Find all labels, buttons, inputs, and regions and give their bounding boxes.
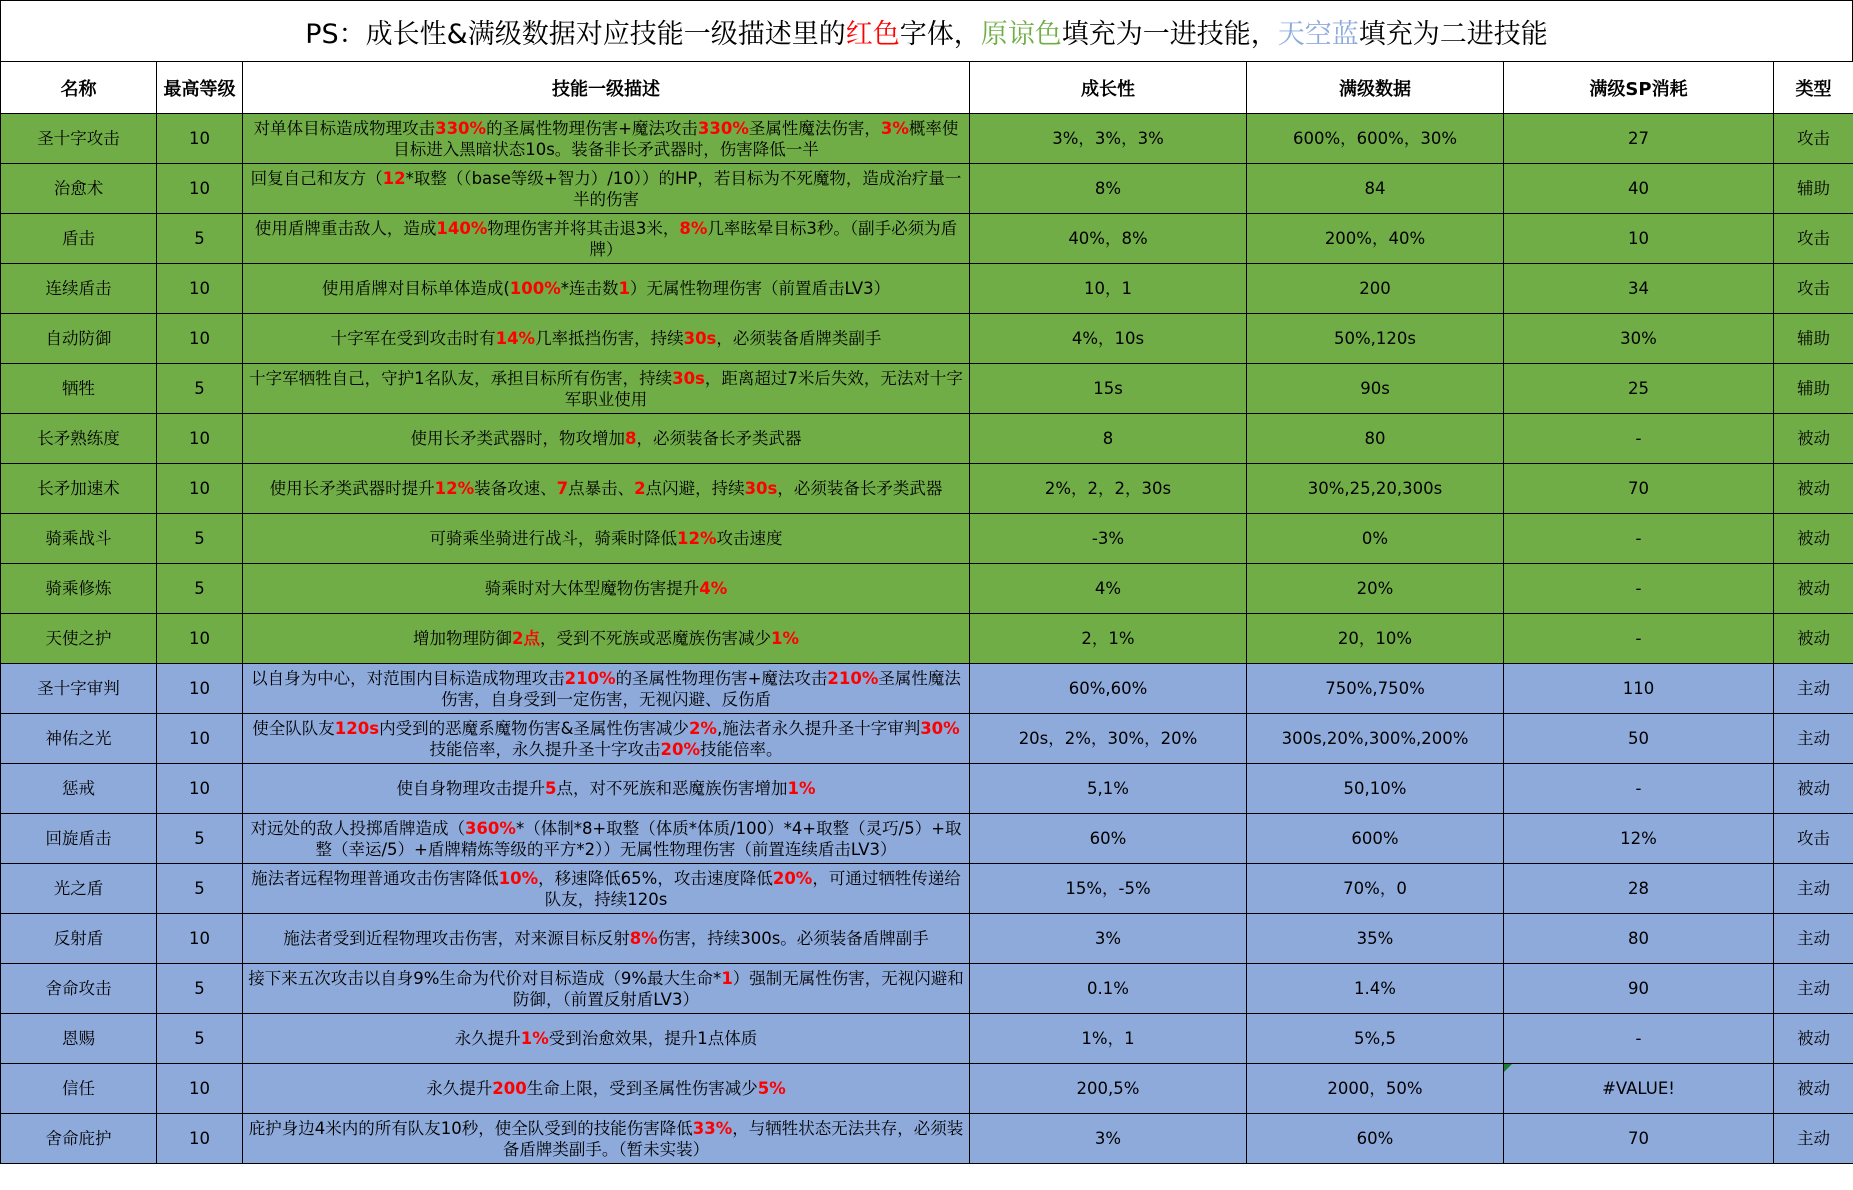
cell-description[interactable] [243, 314, 970, 364]
cell-max-data[interactable]: 80 [1247, 414, 1504, 464]
description-text: 生命上限，受到圣属性伤害减少 [526, 1079, 758, 1098]
header-name[interactable]: 名称 [1, 62, 157, 114]
table-row [1, 114, 1853, 164]
description-text: ，必须装备盾牌类副手 [716, 329, 882, 348]
cell-max-data[interactable]: 2000，50% [1247, 1064, 1504, 1114]
cell-name[interactable]: 恩赐 [1, 1014, 157, 1064]
cell-max-data[interactable]: 30%,25,20,300s [1247, 464, 1504, 514]
cell-max-level[interactable]: 10 [157, 1114, 243, 1164]
highlight-value: 30s [744, 479, 778, 498]
description-text: 概率使目标进入黑暗状态10s。装备非长矛武器时，伤害降低一半 [393, 118, 959, 159]
highlight-value: 30s [672, 368, 705, 388]
cell-description[interactable] [243, 964, 970, 1014]
cell-description[interactable] [243, 1114, 970, 1164]
highlight-value: 2 [634, 479, 646, 498]
highlight-value: 12% [434, 479, 475, 498]
description-text: 点，对不死族和恶魔族伤害增加 [556, 779, 788, 798]
cell-max-level[interactable]: 10 [157, 464, 243, 514]
cell-name[interactable]: 治愈术 [1, 164, 157, 214]
cell-sp-cost[interactable]: - [1504, 514, 1774, 564]
cell-type[interactable]: 主动 [1774, 914, 1853, 964]
cell-type[interactable]: 辅助 [1774, 314, 1853, 364]
highlight-value: 120s [334, 718, 380, 738]
cell-growth[interactable]: 40%，8% [970, 214, 1247, 264]
highlight-value: 210% [827, 668, 879, 688]
cell-sp-cost[interactable]: 10 [1504, 214, 1774, 264]
description-text: 永久提升 [426, 1079, 493, 1098]
cell-max-data[interactable]: 70%，0 [1247, 864, 1504, 914]
header-growth[interactable]: 成长性 [970, 62, 1247, 114]
table-row [1, 964, 1853, 1014]
description-text: ）无属性物理伤害（前置盾击LV3） [629, 279, 891, 298]
cell-type[interactable]: 被动 [1774, 464, 1853, 514]
highlight-value: 330% [435, 118, 487, 138]
table-row [1, 864, 1853, 914]
cell-max-level[interactable]: 5 [157, 1014, 243, 1064]
header-row [1, 62, 1853, 114]
table-row [1, 264, 1853, 314]
cell-type[interactable]: 主动 [1774, 964, 1853, 1014]
cell-max-level[interactable]: 10 [157, 414, 243, 464]
table-row [1, 814, 1853, 864]
description-text: ，必须装备长矛类武器 [777, 479, 943, 498]
description-text: *（体制*8+取整（体质*体质/100）*4+取整（灵巧/5）+取整（幸运/5）+盾牌精炼等级的平方*2））无属性物理伤害（前置连续盾击LV3） [315, 818, 962, 859]
cell-description[interactable] [243, 664, 970, 714]
description-text: 装备攻速、 [474, 479, 557, 498]
highlight-value: 330% [697, 118, 749, 138]
cell-max-level[interactable]: 10 [157, 114, 243, 164]
cell-max-level[interactable]: 10 [157, 614, 243, 664]
legend-text-2: 字体， [899, 18, 981, 50]
cell-name[interactable]: 舍命攻击 [1, 964, 157, 1014]
cell-name[interactable]: 信任 [1, 1064, 157, 1114]
cell-max-data[interactable]: 50%,120s [1247, 314, 1504, 364]
description-text: 施法者远程物理普通攻击伤害降低 [251, 868, 499, 888]
error-value: #VALUE! [1602, 1078, 1675, 1098]
legend-text-1: PS：成长性&满级数据对应技能一级描述里的 [305, 18, 846, 50]
legend-green-word: 原谅色 [980, 18, 1062, 50]
description-text: 十字军在受到攻击时有 [330, 329, 496, 348]
cell-type[interactable]: 辅助 [1774, 364, 1853, 414]
cell-growth[interactable]: 2，1% [970, 614, 1247, 664]
description-text: 可骑乘坐骑进行战斗，骑乘时降低 [429, 529, 677, 548]
cell-description[interactable] [243, 364, 970, 414]
cell-growth[interactable]: 200,5% [970, 1064, 1247, 1114]
cell-max-data[interactable]: 50,10% [1247, 764, 1504, 814]
cell-description[interactable] [243, 714, 970, 764]
highlight-value: 200 [492, 1079, 527, 1098]
description-text: 圣属性魔法伤害， [748, 118, 881, 138]
description-text: 骑乘时对大体型魔物伤害提升 [484, 579, 700, 598]
cell-type[interactable]: 攻击 [1774, 214, 1853, 264]
table-row [1, 1114, 1853, 1164]
description-text: 技能倍率，永久提升圣十字攻击 [429, 739, 661, 759]
cell-description[interactable] [243, 1064, 970, 1114]
cell-sp-cost[interactable]: 30% [1504, 314, 1774, 364]
description-text: 使用盾牌重击敌人，造成 [254, 218, 437, 238]
legend-blue-word: 天空蓝 [1277, 18, 1359, 50]
cell-max-level[interactable]: 5 [157, 564, 243, 614]
error-indicator-icon [1504, 1064, 1512, 1072]
table-row [1, 314, 1853, 364]
cell-sp-cost[interactable]: 28 [1504, 864, 1774, 914]
cell-description[interactable] [243, 1014, 970, 1064]
cell-type[interactable]: 主动 [1774, 1114, 1853, 1164]
cell-description[interactable] [243, 164, 970, 214]
cell-name[interactable]: 天使之护 [1, 614, 157, 664]
description-text: ，受到不死族或恶魔族伤害减少 [539, 629, 771, 648]
cell-max-level[interactable]: 5 [157, 964, 243, 1014]
table-row [1, 414, 1853, 464]
highlight-value: 30% [920, 718, 960, 738]
description-text: 使自身物理攻击提升 [396, 779, 545, 798]
cell-type[interactable]: 被动 [1774, 414, 1853, 464]
highlight-value: 1% [520, 1029, 549, 1048]
description-text: *连击数 [560, 279, 619, 298]
highlight-value: 14% [495, 329, 536, 348]
highlight-value: 12 [382, 168, 406, 188]
legend-note[interactable] [0, 0, 1853, 61]
cell-name[interactable]: 长矛加速术 [1, 464, 157, 514]
cell-growth[interactable]: -3% [970, 514, 1247, 564]
legend-red-word: 红色 [845, 18, 900, 50]
cell-description[interactable] [243, 514, 970, 564]
cell-growth[interactable]: 10，1 [970, 264, 1247, 314]
table-row [1, 614, 1853, 664]
description-text: ，与牺牲状态无法共存，必须装备盾牌类副手。（暂未实装） [502, 1118, 964, 1159]
cell-max-level[interactable]: 10 [157, 314, 243, 364]
cell-type[interactable]: 攻击 [1774, 814, 1853, 864]
highlight-value: 3% [880, 118, 909, 138]
cell-max-data[interactable]: 1.4% [1247, 964, 1504, 1014]
highlight-value: 1% [770, 629, 799, 648]
cell-name[interactable]: 惩戒 [1, 764, 157, 814]
cell-type[interactable]: 主动 [1774, 714, 1853, 764]
table-row [1, 364, 1853, 414]
cell-name[interactable]: 圣十字攻击 [1, 114, 157, 164]
cell-max-level[interactable]: 5 [157, 864, 243, 914]
cell-name[interactable]: 回旋盾击 [1, 814, 157, 864]
table-row [1, 164, 1853, 214]
cell-sp-cost[interactable]: 27 [1504, 114, 1774, 164]
cell-max-data[interactable]: 60% [1247, 1114, 1504, 1164]
highlight-value: 4% [699, 579, 728, 598]
highlight-value: 30s [683, 329, 717, 348]
highlight-value: 1 [618, 279, 630, 298]
cell-description[interactable] [243, 864, 970, 914]
cell-max-level[interactable]: 10 [157, 764, 243, 814]
cell-sp-cost[interactable] [1504, 1064, 1774, 1114]
cell-max-data[interactable]: 84 [1247, 164, 1504, 214]
header-max-data[interactable]: 满级数据 [1247, 62, 1504, 114]
description-text: 物理伤害并将其击退3米， [487, 218, 680, 238]
description-text: 十字军牺牲自己，守护1名队友，承担目标所有伤害，持续 [249, 368, 673, 388]
cell-max-level[interactable]: 10 [157, 714, 243, 764]
cell-max-data[interactable]: 5%,5 [1247, 1014, 1504, 1064]
cell-max-level[interactable]: 5 [157, 364, 243, 414]
highlight-value: 5 [545, 779, 557, 798]
cell-growth[interactable]: 8 [970, 414, 1247, 464]
cell-type[interactable]: 攻击 [1774, 264, 1853, 314]
cell-growth[interactable]: 4%，10s [970, 314, 1247, 364]
description-text: 攻击速度 [716, 529, 783, 548]
cell-name[interactable]: 连续盾击 [1, 264, 157, 314]
highlight-value: 140% [436, 218, 488, 238]
cell-growth[interactable]: 3% [970, 914, 1247, 964]
cell-sp-cost[interactable]: - [1504, 414, 1774, 464]
description-text: 增加物理防御 [413, 629, 512, 648]
cell-type[interactable]: 被动 [1774, 614, 1853, 664]
cell-growth[interactable]: 60%,60% [970, 664, 1247, 714]
description-text: 对远处的敌人投掷盾牌造成（ [250, 818, 465, 838]
cell-max-data[interactable]: 20，10% [1247, 614, 1504, 664]
table-row [1, 514, 1853, 564]
table-row [1, 1064, 1853, 1114]
skills-table [0, 61, 1853, 1164]
description-text: 使用长矛类武器时提升 [269, 479, 435, 498]
table-row [1, 1014, 1853, 1064]
highlight-value: 10% [498, 868, 539, 888]
cell-description[interactable] [243, 764, 970, 814]
cell-name[interactable]: 光之盾 [1, 864, 157, 914]
cell-growth[interactable]: 5,1% [970, 764, 1247, 814]
cell-description[interactable] [243, 464, 970, 514]
cell-growth[interactable]: 2%，2，2，30s [970, 464, 1247, 514]
highlight-value: 210% [564, 668, 616, 688]
cell-type[interactable]: 被动 [1774, 764, 1853, 814]
cell-sp-cost[interactable]: - [1504, 1014, 1774, 1064]
table-row [1, 464, 1853, 514]
description-text: 使用长矛类武器时，物攻增加 [410, 429, 625, 448]
cell-growth[interactable]: 3% [970, 1114, 1247, 1164]
cell-name[interactable]: 圣十字审判 [1, 664, 157, 714]
cell-description[interactable] [243, 914, 970, 964]
cell-type[interactable]: 被动 [1774, 514, 1853, 564]
cell-max-data[interactable]: 200%，40% [1247, 214, 1504, 264]
cell-growth[interactable]: 8% [970, 164, 1247, 214]
cell-description[interactable] [243, 814, 970, 864]
description-text: ，距离超过7米后失效，无法对十字军职业使用 [564, 368, 963, 409]
table-row [1, 214, 1853, 264]
cell-type[interactable]: 主动 [1774, 664, 1853, 714]
description-text: 几率眩晕目标3秒。（副手必须为盾牌） [589, 218, 958, 259]
cell-growth[interactable]: 60% [970, 814, 1247, 864]
cell-growth[interactable]: 15s [970, 364, 1247, 414]
cell-sp-cost[interactable]: 50 [1504, 714, 1774, 764]
cell-name[interactable]: 反射盾 [1, 914, 157, 964]
highlight-value: 8 [625, 429, 637, 448]
cell-name[interactable]: 自动防御 [1, 314, 157, 364]
description-text: 圣属性魔法伤害，自身受到一定伤害，无视闪避、反伤盾 [441, 668, 961, 709]
header-sp-cost[interactable]: 满级SP消耗 [1504, 62, 1774, 114]
highlight-value: 1% [787, 779, 816, 798]
cell-type[interactable]: 被动 [1774, 1014, 1853, 1064]
table-row [1, 564, 1853, 614]
description-text: ，可通过牺牲传递给队友，持续120s [544, 868, 961, 909]
description-text: 技能倍率。 [700, 739, 783, 759]
cell-name[interactable]: 盾击 [1, 214, 157, 264]
cell-type[interactable]: 辅助 [1774, 164, 1853, 214]
description-text: 回复自己和友方（ [250, 168, 383, 188]
description-text: 以自身为中心，对范围内目标造成物理攻击 [251, 668, 565, 688]
cell-max-level[interactable]: 5 [157, 814, 243, 864]
cell-max-data[interactable]: 600%，600%，30% [1247, 114, 1504, 164]
cell-growth[interactable]: 1%，1 [970, 1014, 1247, 1064]
description-text: 内受到的恶魔系魔物伤害&圣属性伤害减少 [379, 718, 689, 738]
cell-sp-cost[interactable]: 25 [1504, 364, 1774, 414]
cell-sp-cost[interactable]: 80 [1504, 914, 1774, 964]
cell-description[interactable] [243, 414, 970, 464]
highlight-value: 2% [688, 718, 717, 738]
cell-name[interactable]: 牺牲 [1, 364, 157, 414]
highlight-value: 33% [692, 1118, 733, 1138]
cell-sp-cost[interactable]: 12% [1504, 814, 1774, 864]
highlight-value: 5% [757, 1079, 786, 1098]
cell-growth[interactable]: 3%，3%，3% [970, 114, 1247, 164]
cell-max-level[interactable]: 5 [157, 214, 243, 264]
cell-type[interactable]: 被动 [1774, 564, 1853, 614]
description-text: 的圣属性物理伤害+魔法攻击 [486, 118, 698, 138]
cell-name[interactable]: 舍命庇护 [1, 1114, 157, 1164]
description-text: 点闪避，持续 [645, 479, 745, 498]
description-text: 使用盾牌对目标单体造成( [321, 279, 510, 298]
cell-max-level[interactable]: 10 [157, 264, 243, 314]
highlight-value: 1 [721, 968, 733, 988]
highlight-value: 20% [772, 868, 813, 888]
cell-description[interactable] [243, 114, 970, 164]
description-text: 受到治愈效果，提升1点体质 [548, 1029, 758, 1048]
cell-sp-cost[interactable]: 70 [1504, 464, 1774, 514]
table-row [1, 764, 1853, 814]
cell-max-level[interactable]: 10 [157, 1064, 243, 1114]
cell-max-data[interactable]: 90s [1247, 364, 1504, 414]
cell-sp-cost[interactable]: 40 [1504, 164, 1774, 214]
description-text: ,施法者永久提升圣十字审判 [716, 718, 921, 738]
description-text: 接下来五次攻击以自身9%生命为代价对目标造成（9%最大生命* [248, 968, 722, 988]
cell-max-data[interactable]: 0% [1247, 514, 1504, 564]
cell-sp-cost[interactable]: 34 [1504, 264, 1774, 314]
cell-name[interactable]: 长矛熟练度 [1, 414, 157, 464]
cell-sp-cost[interactable]: 70 [1504, 1114, 1774, 1164]
description-text: 的圣属性物理伤害+魔法攻击 [615, 668, 828, 688]
table-row [1, 664, 1853, 714]
cell-type[interactable]: 主动 [1774, 864, 1853, 914]
highlight-value: 7 [556, 479, 569, 498]
description-text: 对单体目标造成物理攻击 [253, 118, 436, 138]
cell-type[interactable]: 攻击 [1774, 114, 1853, 164]
cell-sp-cost[interactable]: - [1504, 564, 1774, 614]
cell-growth[interactable]: 15%，-5% [970, 864, 1247, 914]
highlight-value: 12% [677, 529, 717, 548]
highlight-value: 20% [660, 739, 700, 759]
highlight-value: 2点 [512, 629, 540, 648]
cell-description[interactable] [243, 564, 970, 614]
cell-name[interactable]: 骑乘修炼 [1, 564, 157, 614]
cell-max-data[interactable]: 35% [1247, 914, 1504, 964]
description-text: ，移速降低65%，攻击速度降低 [538, 868, 773, 888]
highlight-value: 100% [509, 279, 561, 298]
cell-name[interactable]: 骑乘战斗 [1, 514, 157, 564]
cell-max-level[interactable]: 10 [157, 914, 243, 964]
cell-description[interactable] [243, 264, 970, 314]
highlight-value: 360% [464, 818, 516, 838]
highlight-value: 8% [629, 929, 658, 948]
cell-max-level[interactable]: 10 [157, 664, 243, 714]
legend-text-3: 填充为一进技能， [1061, 18, 1278, 50]
cell-max-data[interactable]: 600% [1247, 814, 1504, 864]
cell-description[interactable] [243, 614, 970, 664]
description-text: 点暴击、 [568, 479, 635, 498]
cell-growth[interactable]: 4% [970, 564, 1247, 614]
header-description[interactable]: 技能一级描述 [243, 62, 970, 114]
description-text: ）强制无属性伤害，无视闪避和防御，（前置反射盾LV3） [513, 968, 964, 1009]
cell-max-data[interactable]: 20% [1247, 564, 1504, 614]
description-text: 庇护身边4米内的所有队友10秒，使全队受到的技能伤害降低 [248, 1118, 693, 1138]
description-text: 使全队队友 [252, 718, 335, 738]
cell-max-data[interactable]: 200 [1247, 264, 1504, 314]
cell-growth[interactable]: 20s，2%，30%，20% [970, 714, 1247, 764]
header-type[interactable]: 类型 [1774, 62, 1853, 114]
cell-max-data[interactable]: 750%,750% [1247, 664, 1504, 714]
description-text: 施法者受到近程物理攻击伤害，对来源目标反射 [283, 929, 630, 948]
cell-sp-cost[interactable]: 110 [1504, 664, 1774, 714]
description-text: ，必须装备长矛类武器 [636, 429, 802, 448]
cell-sp-cost[interactable]: - [1504, 614, 1774, 664]
highlight-value: 8% [679, 218, 708, 238]
cell-name[interactable]: 神佑之光 [1, 714, 157, 764]
cell-sp-cost[interactable]: 90 [1504, 964, 1774, 1014]
cell-type[interactable]: 被动 [1774, 1064, 1853, 1114]
description-text: *取整（（base等级+智力）/10））的HP，若目标为不死魔物，造成治疗量一半的伤害 [405, 168, 962, 209]
table-row [1, 914, 1853, 964]
cell-max-level[interactable]: 5 [157, 514, 243, 564]
description-text: 永久提升 [454, 1029, 521, 1048]
cell-growth[interactable]: 0.1% [970, 964, 1247, 1014]
cell-sp-cost[interactable]: - [1504, 764, 1774, 814]
description-text: 几率抵挡伤害，持续 [535, 329, 684, 348]
cell-max-level[interactable]: 10 [157, 164, 243, 214]
cell-description[interactable] [243, 214, 970, 264]
description-text: 伤害，持续300s。必须装备盾牌副手 [657, 929, 929, 948]
header-max-level[interactable]: 最高等级 [157, 62, 243, 114]
cell-max-data[interactable]: 300s,20%,300%,200% [1247, 714, 1504, 764]
legend-text-4: 填充为二进技能 [1358, 18, 1548, 50]
table-row [1, 714, 1853, 764]
